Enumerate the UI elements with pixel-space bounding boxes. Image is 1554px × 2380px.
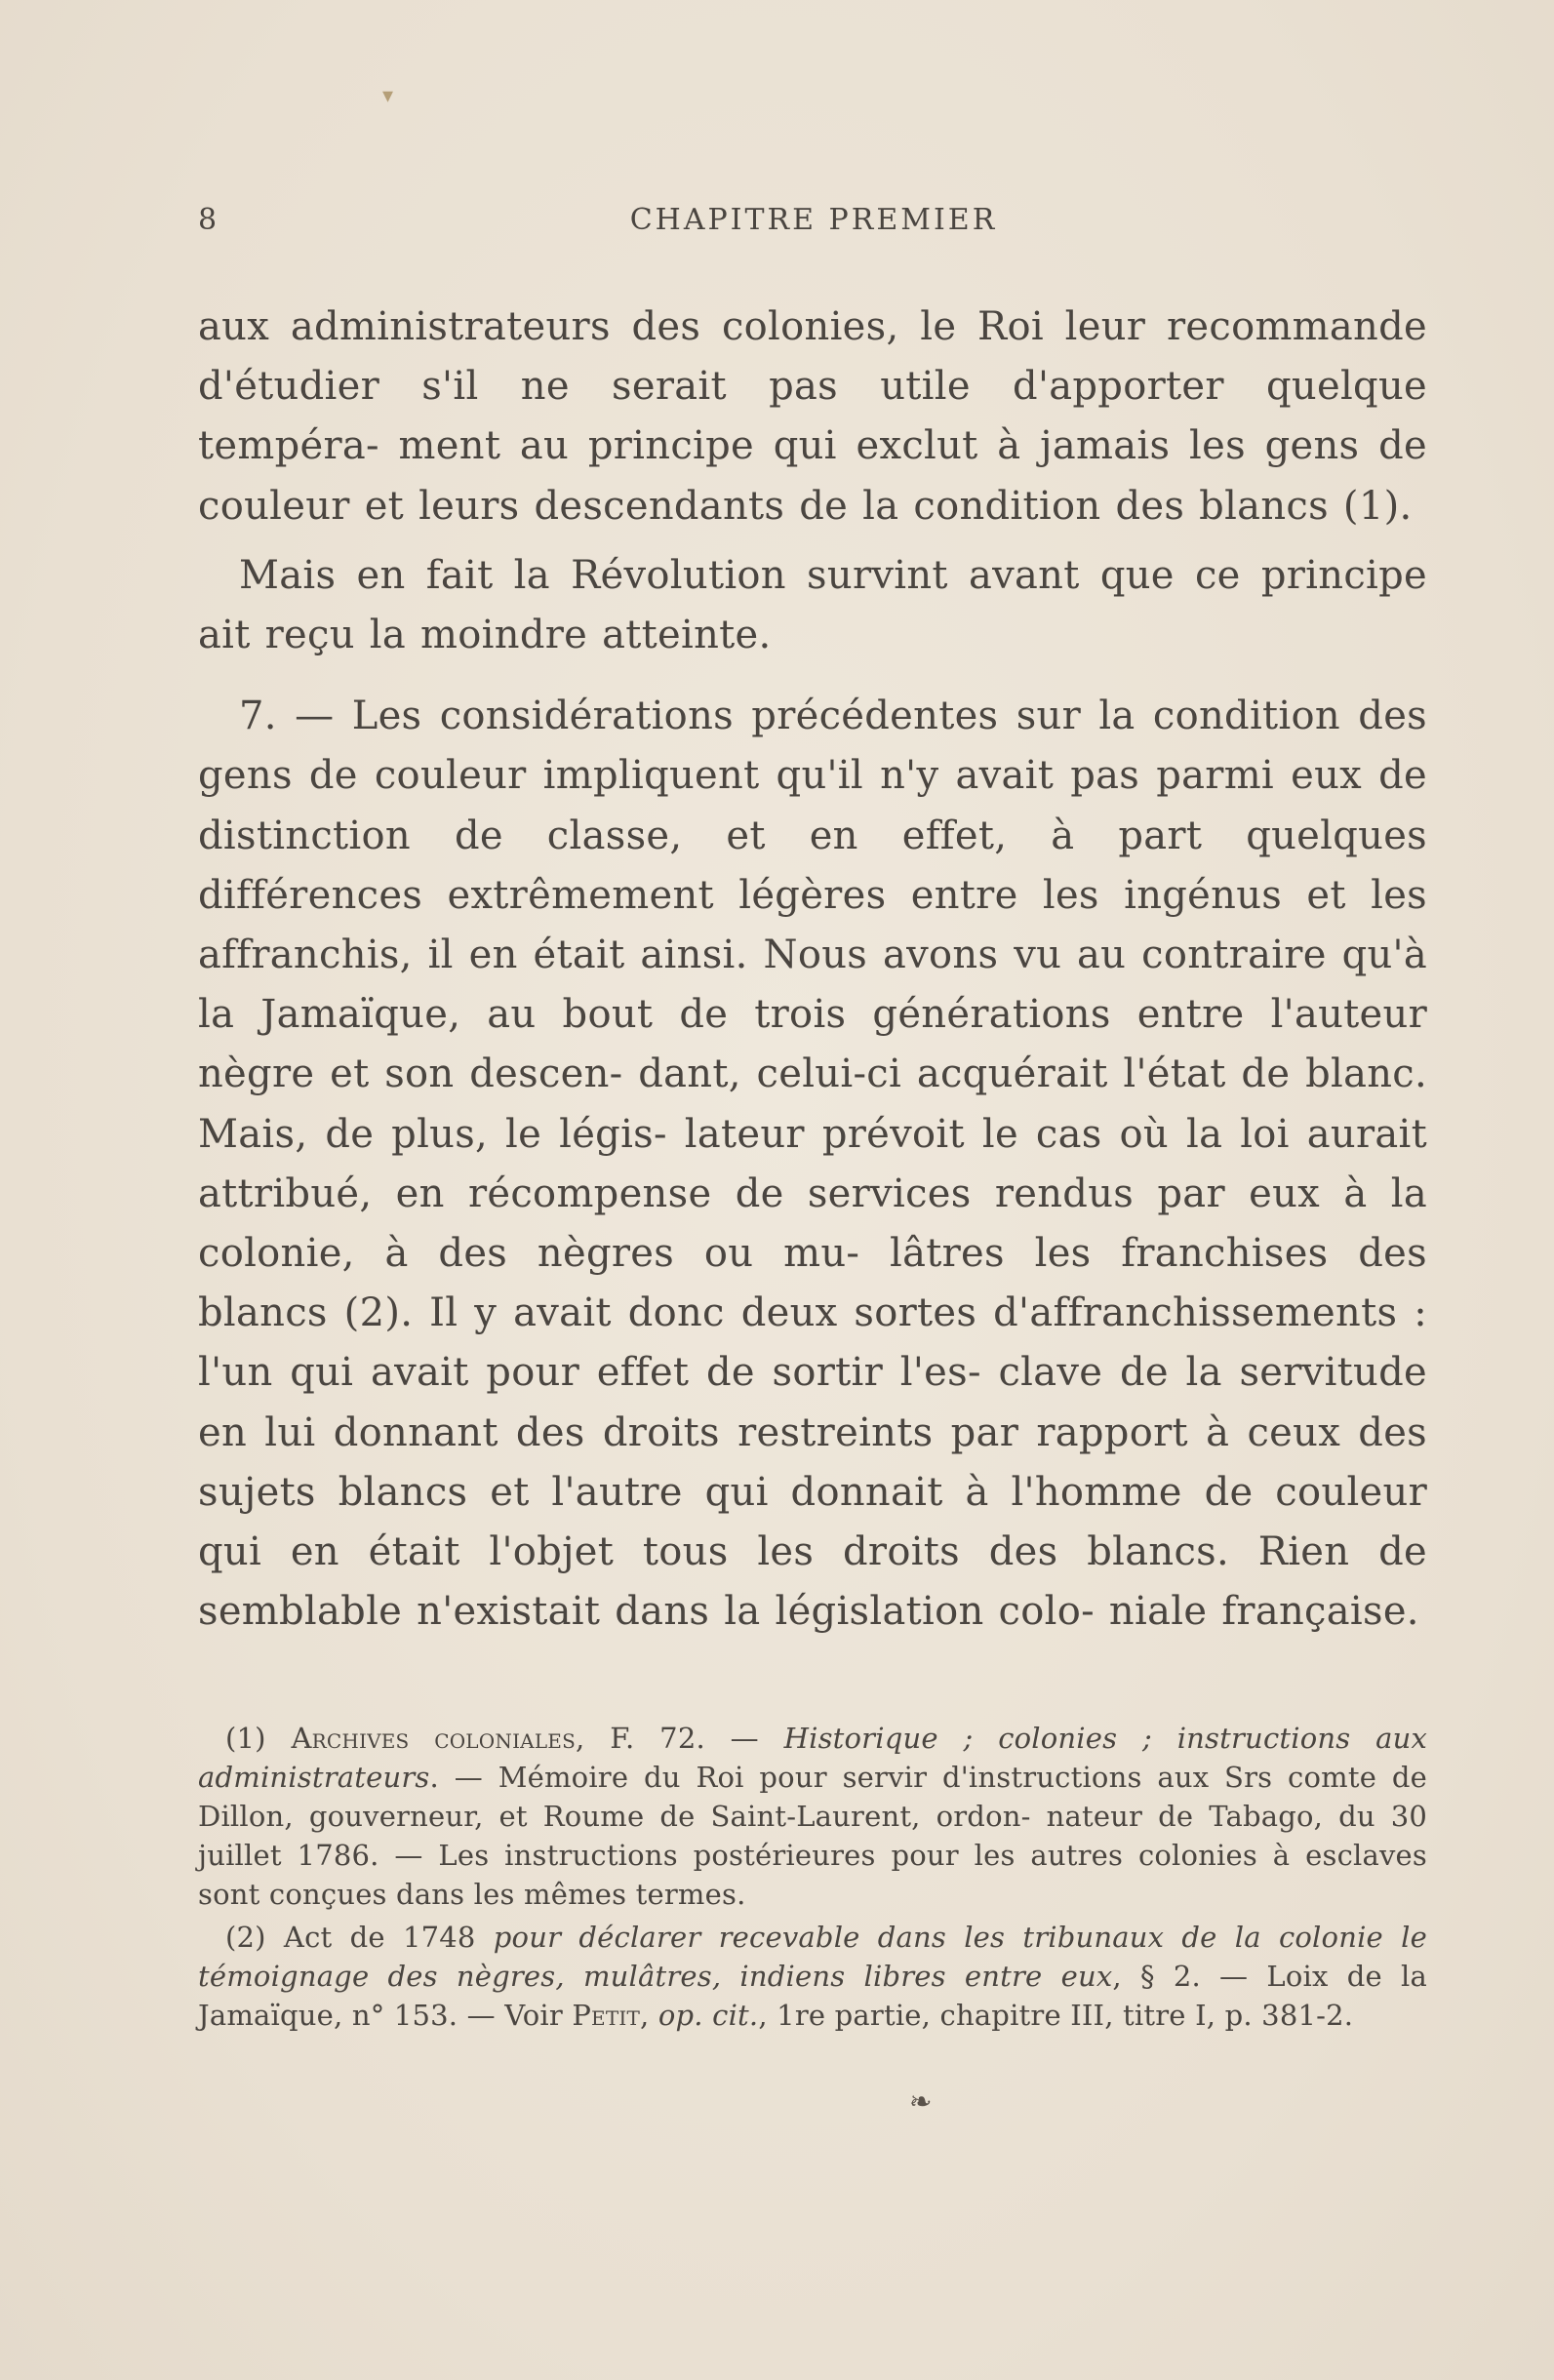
footnote-2-marker: (2) [225,1921,266,1954]
footnote-2-title: pour déclarer recevable dans les tribunaux de la colonie le témoignage des nègres, mulâtres, indiens libres entre eux [198,1921,1427,1993]
footnote-1-text: . — Mémoire du Roi pour servir d'instructions aux Srs comte de Dillon, gouverneur, et Roume de Saint-Laurent, ordon- nateur de Tabago, du 30 juillet 1786. — Les instructions postérieures pour les autres colonies à esclaves sont conçues dans les mêmes termes. [198,1761,1427,1911]
footnotes [198,1719,1427,2039]
page-header [198,195,1429,250]
paragraph-revolution: Mais en fait la Révolution survint avant que ce principe ait reçu la moindre atteinte. [198,552,1427,658]
fleuron-ornament-icon: ❧ [909,2085,933,2118]
footnote-2-opcit: op. cit. [657,1999,759,2032]
footnote-2-text3: , 1re partie, chapitre III, titre I, p. 381-2. [758,1999,1354,2032]
running-title: CHAPITRE PREMIER [629,203,998,237]
footnote-1-source: Archives coloniales [291,1722,577,1755]
footnote-1-ref: , F. 72. — [576,1722,784,1755]
paragraph-section-7: 7. — Les considérations précédentes sur la condition des gens de couleur impliquent qu'il n'y avait pas parmi eux de distinction de classe, et en effet, à part quelques différences extrêmement légères entre les ingénus et les affranchis, il en était ainsi. Nous avons vu au contraire qu'à la Jamaïque, au bout de trois générations entre l'auteur nègre et son descen- dant, celui-ci acquérait l'état de blanc. Mais, de plus, le légis- lateur prévoit le cas où la loi aurait attribué, en récompense de services rendus par eux à la colonie, à des nègres ou mu- lâtres les franchises des blancs (2). Il y avait donc deux sortes d'affranchissements : l'un qui avait pour effet de sortir l'es- clave de la servitude en lui donnant des droits restreints par rapport à ceux des sujets blancs et l'autre qui donnait à l'homme de couleur qui en était l'objet tous les droits des blancs. Rien de semblable n'existait dans la législation colo- niale française. [198,694,1427,1635]
footnote-1-marker: (1) [225,1722,266,1755]
footnote-2-text2: , [640,1999,658,2032]
footnote-2-author: Petit [572,1999,641,2032]
body-text [198,298,1427,1651]
paragraph-continued: aux administrateurs des colonies, le Roi leur recommande d'étudier s'il ne serait pas utile d'apporter quelque tempéra- ment au principe qui exclut à jamais les gens de couleur et leurs descendants de la condition des blancs (1). [198,304,1427,529]
footnote-1 [198,1719,1427,1914]
footnote-2-lead: Act de 1748 [283,1921,494,1954]
footnote-1-title: Historique ; colonies ; instructions aux administrateurs [198,1722,1428,1794]
footnote-2-text1: , § 2. — Loix de la Jamaïque, n° 153. — Voir [198,1960,1427,2032]
page-number: 8 [198,203,219,237]
footnote-2 [198,1918,1427,2035]
paper-speck: ▾ [382,84,394,108]
